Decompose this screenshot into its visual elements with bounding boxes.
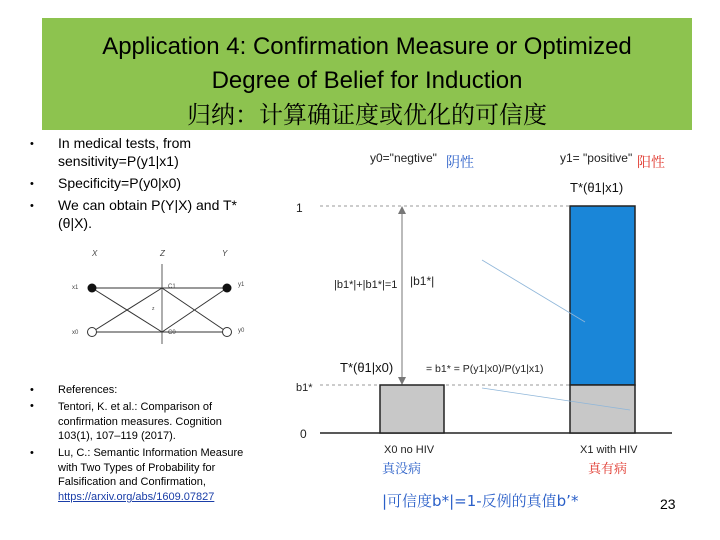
- t-x1-label: T*(θ1|x1): [570, 180, 624, 195]
- net-label-y1: y1: [238, 282, 245, 288]
- y0-cn-label: 阴性: [446, 155, 474, 171]
- sum-label: |b1*|+|b1*|=1: [334, 279, 398, 291]
- bar-x1-blue: [570, 206, 635, 385]
- bullet-sensitivity: In medical tests, from sensitivity=P(y1|x1): [58, 135, 192, 169]
- net-label-x1: x1: [72, 285, 79, 291]
- bullet-specificity: Specificity=P(y0|x0): [58, 175, 182, 191]
- title-line-2: Degree of Belief for Induction: [211, 67, 523, 94]
- net-label-x0: x0: [72, 330, 79, 336]
- net-label-z: z: [152, 306, 155, 312]
- title-line-1: Application 4: Confirmation Measure or Optimized: [102, 33, 632, 60]
- x0-label: X0 no HIV: [384, 444, 435, 456]
- references-header: References:: [58, 384, 118, 396]
- bullet-dot: •: [30, 138, 34, 150]
- b1-abs-label: |b1*|: [410, 274, 435, 288]
- bullet-dot: •: [30, 447, 34, 459]
- credibility-note: |可信度b*|=1-反例的真值b’*: [382, 492, 579, 510]
- equation-label: = b1* = P(y1|x0)/P(y1|x1): [426, 363, 544, 375]
- bullet-dot: •: [30, 178, 34, 190]
- t-x0-label: T*(θ1|x0): [340, 360, 394, 375]
- reference-lu: [58, 446, 248, 505]
- node-x1: [88, 284, 97, 293]
- net-label-Y: Y: [222, 249, 228, 258]
- axis-label-0: 0: [300, 427, 307, 441]
- bullet-obtain: We can obtain P(Y|X) and T*(θ|X).: [58, 197, 237, 231]
- node-y1: [223, 284, 232, 293]
- reference-lu-text: Lu, C.: Semantic Information Measure with Two Types of Probability for Falsification and Confirmation,: [58, 447, 244, 489]
- node-y0: [223, 328, 232, 337]
- net-label-C1: C1: [168, 284, 176, 290]
- bullet-dot: •: [30, 384, 34, 396]
- network-diagram: [62, 244, 262, 350]
- net-label-Z: Z: [160, 249, 165, 258]
- title-line-3: 归纳：计算确证度或优化的可信度: [187, 101, 547, 129]
- x1-label: X1 with HIV: [580, 444, 638, 456]
- bullet-dot: •: [30, 400, 34, 412]
- net-label-X: X: [92, 249, 98, 258]
- axis-label-1: 1: [296, 201, 303, 215]
- reference-tentori: Tentori, K. et al.: Comparison of confirmation measures. Cognition 103(1), 107–119 (2017).: [58, 401, 222, 443]
- net-label-C0: C0: [168, 330, 176, 336]
- reference-link[interactable]: https://arxiv.org/abs/1609.07827: [58, 491, 215, 504]
- slide-title: [42, 30, 692, 132]
- node-x0: [88, 328, 97, 337]
- x1-cn-label: 真有病: [588, 462, 628, 477]
- page-number: 23: [660, 496, 676, 512]
- y0-label: y0="negtive": [370, 151, 437, 165]
- x0-cn-label: 真没病: [382, 462, 422, 477]
- net-label-y0: y0: [238, 328, 245, 334]
- bar-x0-gray: [380, 385, 444, 433]
- bullet-dot: •: [30, 200, 34, 212]
- truth-function-figure: [290, 140, 690, 490]
- y1-cn-label: 阳性: [637, 155, 665, 171]
- axis-label-b: b1*: [296, 382, 313, 394]
- y1-label: y1= "positive": [560, 151, 633, 165]
